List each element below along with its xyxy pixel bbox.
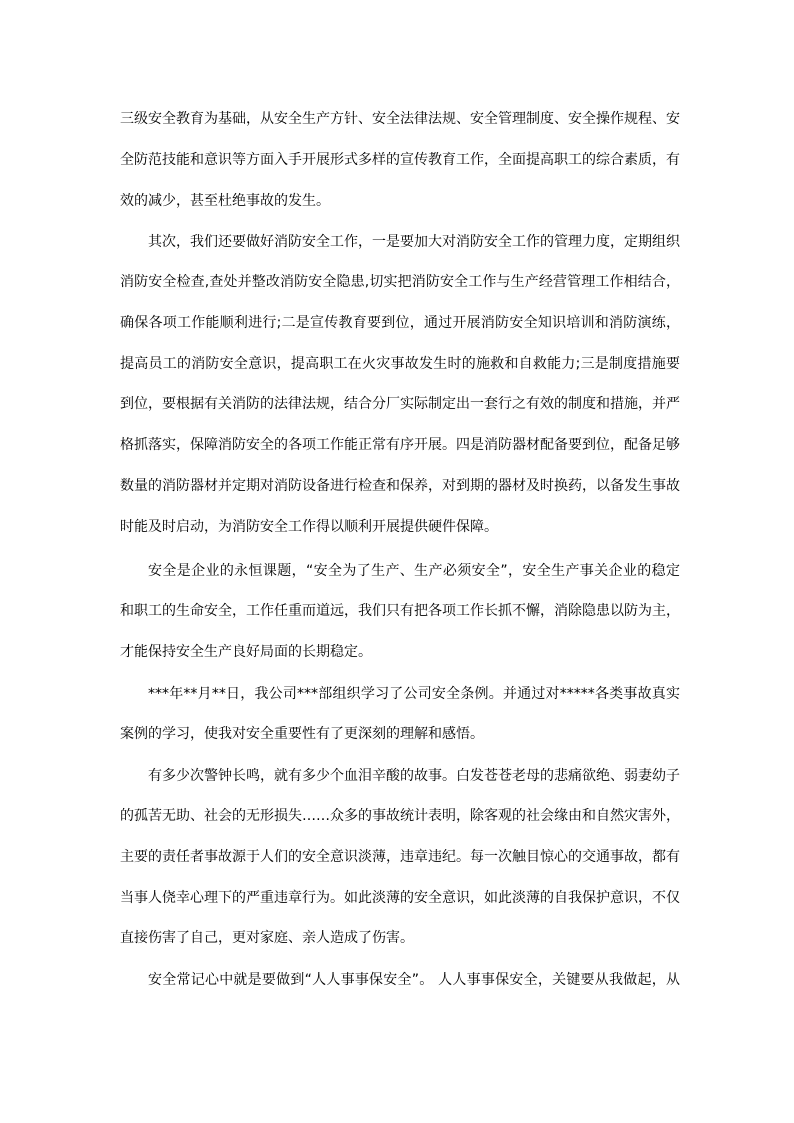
body-text-line: 效的减少，甚至杜绝事故的发生。 bbox=[120, 193, 330, 209]
body-text-line: 到位，要根据有关消防的法律法规，结合分厂实际制定出一套行之有效的制度和措施，并严 bbox=[120, 396, 680, 412]
paragraph-first-line: 安全常记心中就是要做到“人人事事保安全”。 人人事事保安全，关键要从我做起，从 bbox=[148, 972, 680, 988]
paragraph-first-line: 有多少次警钟长鸣，就有多少个血泪辛酸的故事。白发苍苍老母的悲痛欲绝、弱妻幼子 bbox=[148, 768, 680, 784]
paragraph-first-line: 安全是企业的永恒课题，“安全为了生产、生产必须安全”，安全生产事关企业的稳定 bbox=[148, 563, 680, 579]
body-text-line: 案例的学习，使我对安全重要性有了更深刻的理解和感悟。 bbox=[120, 726, 484, 742]
body-text-line: 和职工的生命安全，工作任重而道远，我们只有把各项工作长抓不懈，消除隐患以防为主， bbox=[120, 603, 680, 619]
paragraph-first-line: ***年**月**日，我公司***部组织学习了公司安全条例。并通过对*****各类事故真实 bbox=[148, 686, 680, 702]
body-text-line: 才能保持安全生产良好局面的长期稳定。 bbox=[120, 644, 372, 660]
body-text-line: 确保各项工作能顺利进行;二是宣传教育要到位，通过开展消防安全知识培训和消防演练， bbox=[120, 315, 680, 331]
body-text-line: 主要的责任者事故源于人们的安全意识淡薄，违章违纪。每一次触目惊心的交通事故，都有 bbox=[120, 849, 680, 865]
body-text-line: 的孤苦无助、社会的无形损失……众多的事故统计表明，除客观的社会缘由和自然灾害外， bbox=[120, 808, 680, 824]
body-text-line: 三级安全教育为基础，从安全生产方针、安全法律法规、安全管理制度、安全操作规程、安 bbox=[120, 111, 680, 127]
body-text-line: 数量的消防器材并定期对消防设备进行检查和保养，对到期的器材及时换药，以备发生事故 bbox=[120, 478, 680, 494]
body-text-line: 时能及时启动，为消防安全工作得以顺利开展提供硬件保障。 bbox=[120, 519, 498, 535]
body-text-line: 消防安全检查,查处并整改消防安全隐患,切实把消防安全工作与生产经营管理工作相结合， bbox=[120, 274, 680, 290]
body-text-line: 全防范技能和意识等方面入手开展形式多样的宣传教育工作，全面提高职工的综合素质，有 bbox=[120, 152, 680, 168]
paragraph-first-line: 其次，我们还要做好消防安全工作，一是要加大对消防安全工作的管理力度，定期组织 bbox=[148, 234, 680, 250]
body-text-line: 格抓落实，保障消防安全的各项工作能正常有序开展。四是消防器材配备要到位，配备足够 bbox=[120, 437, 680, 453]
body-text-line: 直接伤害了自己，更对家庭、亲人造成了伤害。 bbox=[120, 930, 414, 946]
body-text-line: 提高员工的消防安全意识，提高职工在火灾事故发生时的施救和自救能力;三是制度措施要 bbox=[120, 356, 680, 372]
body-text-line: 当事人侥幸心理下的严重违章行为。如此淡薄的安全意识，如此淡薄的自我保护意识，不仅 bbox=[120, 890, 680, 906]
